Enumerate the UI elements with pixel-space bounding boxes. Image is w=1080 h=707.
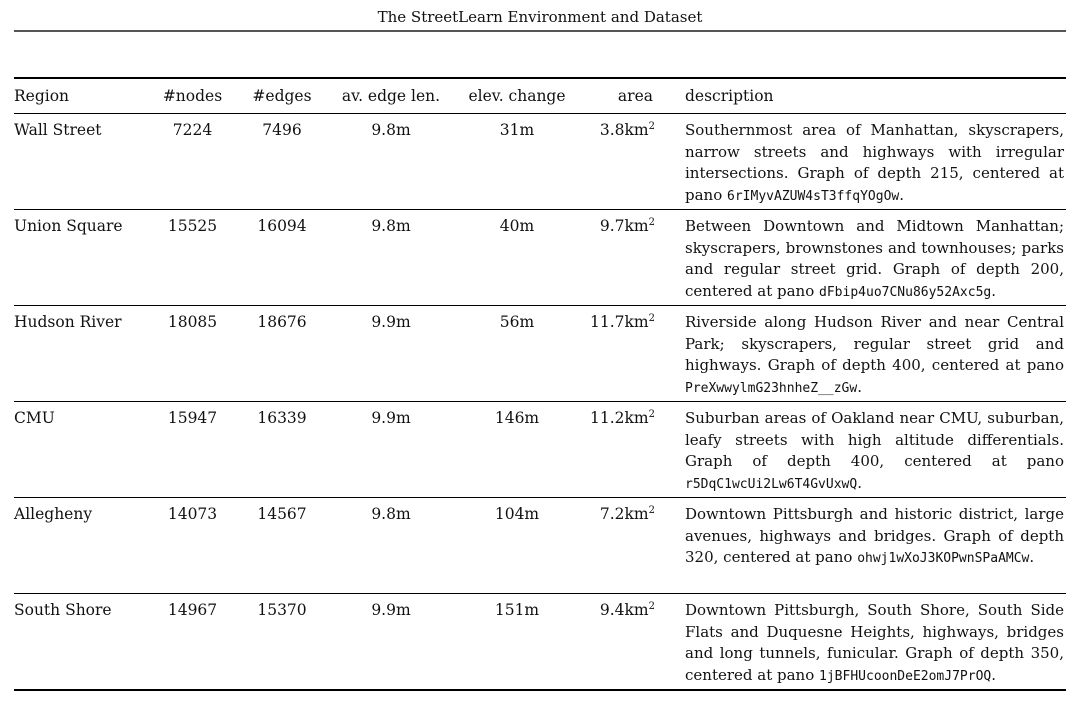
area-value: 7.2km — [599, 505, 649, 523]
area-unit-exponent: 2 — [648, 121, 655, 132]
area-unit-exponent: 2 — [648, 217, 655, 228]
area-value: 9.4km — [599, 601, 649, 619]
cell-region: Hudson River — [14, 313, 122, 331]
area-value: 3.8km — [599, 121, 649, 139]
description-text: Downtown Pittsburgh and historic district, large avenues, highways and bridges. Graph of depth 320, centered at pano — [685, 505, 1064, 566]
description-end-period: . — [857, 473, 862, 492]
regions-table — [14, 77, 1066, 691]
description-end-period: . — [899, 185, 904, 204]
description-end-period: . — [991, 281, 996, 300]
cell-elevation-change: 31m — [499, 121, 535, 139]
description-text: Suburban areas of Oakland near CMU, suburban, leafy streets with high altitude differentials. Graph of depth 400, centered at pano — [685, 409, 1064, 470]
header-rule — [14, 30, 1066, 32]
cell-description — [685, 594, 1066, 690]
table-row — [14, 210, 1066, 306]
column-header-edge-length: av. edge len. — [341, 87, 441, 105]
area-unit-exponent: 2 — [648, 505, 655, 516]
area-unit-exponent: 2 — [648, 313, 655, 324]
cell-nodes: 15947 — [167, 409, 218, 427]
area-value: 9.7km — [599, 217, 649, 235]
column-header-elevation-change: elev. change — [468, 87, 566, 105]
pano-id: dFbip4uo7CNu86y52Axc5g — [819, 284, 992, 300]
cell-nodes: 14967 — [167, 601, 218, 619]
table-row — [14, 114, 1066, 210]
cell-description — [685, 402, 1066, 498]
description-end-period: . — [991, 665, 996, 684]
cell-description — [685, 114, 1066, 210]
description-end-period: . — [857, 377, 862, 396]
cell-edge-length: 9.8m — [371, 121, 411, 139]
pano-id: r5DqC1wcUi2Lw6T4GvUxwQ — [685, 476, 858, 492]
cell-elevation-change: 151m — [494, 601, 540, 619]
running-header: The StreetLearn Environment and Dataset — [377, 8, 703, 26]
cell-elevation-change: 40m — [499, 217, 535, 235]
cell-elevation-change: 104m — [494, 505, 540, 523]
cell-nodes: 7224 — [172, 121, 213, 139]
cell-description — [685, 306, 1066, 402]
cell-edges: 18676 — [257, 313, 307, 331]
column-header-region: Region — [14, 87, 70, 105]
cell-edge-length: 9.9m — [371, 601, 411, 619]
cell-elevation-change: 56m — [499, 313, 535, 331]
column-header-area: area — [617, 87, 653, 105]
cell-edge-length: 9.8m — [371, 217, 411, 235]
description-end-period: . — [1029, 548, 1035, 566]
cell-region: CMU — [14, 409, 55, 427]
cell-region: Wall Street — [14, 121, 102, 139]
table-row — [14, 594, 1066, 690]
description-text: Downtown Pittsburgh, South Shore, South Side Flats and Duquesne Heights, highways, bridges and long tunnels, funicular. Graph of depth 350, centered at pano — [685, 601, 1064, 684]
description-text: Southernmost area of Manhattan, skyscrapers, narrow streets and highways with irregular intersections. Graph of depth 215, centered at pano — [685, 121, 1064, 204]
pano-id: 6rIMyvAZUW4sT3ffqYOgOw — [727, 188, 900, 204]
cell-elevation-change: 146m — [494, 409, 540, 427]
cell-area — [577, 498, 685, 594]
column-header-description: description — [685, 87, 774, 105]
cell-nodes: 14073 — [167, 505, 218, 523]
cell-nodes: 15525 — [167, 217, 218, 235]
cell-edges: 7496 — [262, 121, 302, 139]
area-value: 11.7km — [590, 313, 649, 331]
cell-description — [685, 210, 1066, 306]
table-header-row — [14, 78, 1066, 114]
table-row — [14, 402, 1066, 498]
cell-area — [577, 306, 685, 402]
cell-edge-length: 9.8m — [371, 505, 411, 523]
cell-area — [577, 114, 685, 210]
cell-edge-length: 9.9m — [371, 313, 411, 331]
cell-area — [577, 402, 685, 498]
column-header-edges: #edges — [252, 87, 312, 105]
pano-id: ohwj1wXoJ3KOPwnSPaAMCw — [857, 551, 1030, 566]
cell-region: Union Square — [14, 217, 123, 235]
cell-edges: 16094 — [257, 217, 307, 235]
cell-edge-length: 9.9m — [371, 409, 411, 427]
pano-id: 1jBFHUcoonDeE2omJ7PrOQ — [819, 668, 992, 684]
cell-region: South Shore — [14, 601, 112, 619]
cell-region: Allegheny — [14, 505, 93, 523]
table-row — [14, 498, 1066, 594]
cell-description — [685, 498, 1066, 594]
cell-edges: 16339 — [257, 409, 307, 427]
area-unit-exponent: 2 — [648, 409, 655, 420]
cell-edges: 14567 — [257, 505, 307, 523]
area-unit-exponent: 2 — [648, 601, 655, 612]
description-text: Between Downtown and Midtown Manhattan; skyscrapers, brownstones and townhouses; parks and regular street grid. Graph of depth 200, centered at pano — [685, 217, 1064, 300]
pano-id: PreXwwylmG23hnheZ__zGw — [685, 380, 858, 396]
cell-edges: 15370 — [257, 601, 307, 619]
column-header-nodes: #nodes — [162, 87, 223, 105]
area-value: 11.2km — [590, 409, 649, 427]
description-text: Riverside along Hudson River and near Central Park; skyscrapers, regular street grid and highways. Graph of depth 400, centered at pano — [685, 313, 1064, 374]
cell-nodes: 18085 — [167, 313, 218, 331]
cell-area — [577, 210, 685, 306]
cell-area — [577, 594, 685, 690]
table-row — [14, 306, 1066, 402]
